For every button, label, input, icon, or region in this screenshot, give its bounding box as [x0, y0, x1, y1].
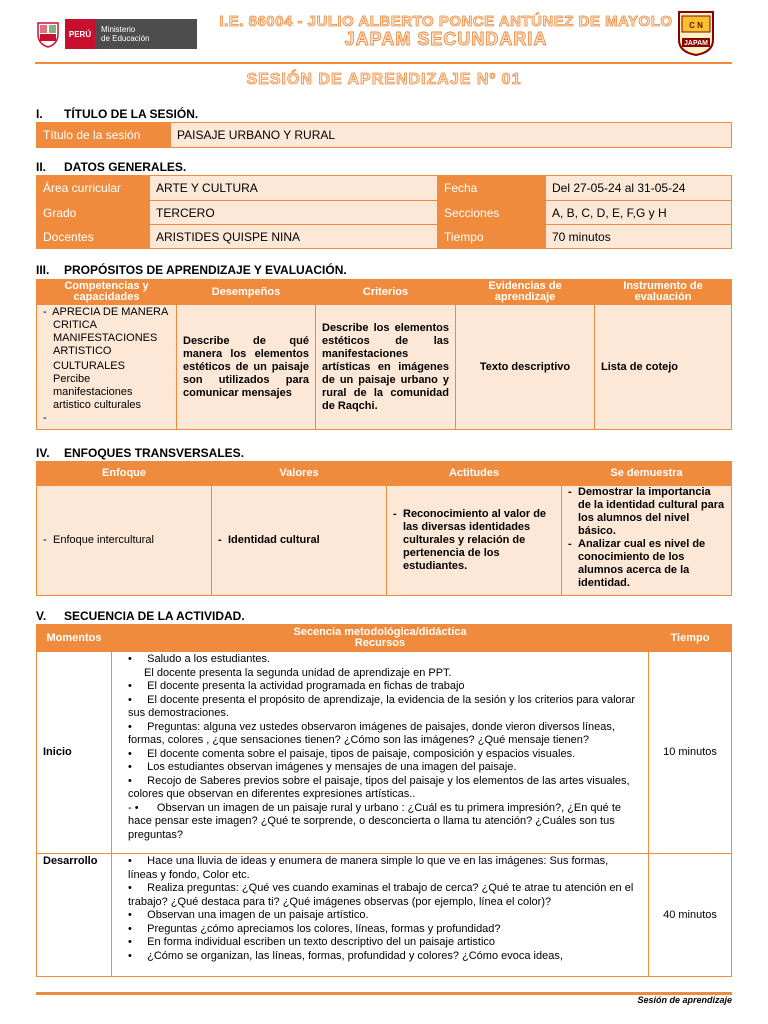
session-title: SESIÓN DE APRENDIZAJE Nº 01 [246, 71, 522, 88]
school-crest-icon [677, 10, 715, 56]
session-title-label: Título de la sesión [37, 123, 171, 148]
purposes-table [36, 279, 732, 430]
desarrollo-step: • Realiza preguntas: ¿Qué ves cuando examinas el trabajo de cerca? ¿Qué te atrae tu atención en el trabajo? ¿Qué destaca para ti? ¿Qué imágenes observas (por ejemplo, línea el color)? [128, 882, 640, 909]
general-data-table [36, 175, 732, 249]
demuestra-item-2: - Analizar cual es nivel de conocimiento de los alumnos acerca de la identidad. [568, 538, 725, 590]
criterios-cell: Describe los elementos estéticos de las manifestaciones artísticas en imágenes de un paisaje urbano y rural de la comunidad de Raqchi. [316, 305, 456, 430]
instrumento-cell: Lista de cotejo [595, 305, 732, 430]
area-label: Área curricular [37, 176, 150, 201]
inicio-step: • Saludo a los estudiantes. [128, 653, 640, 667]
desarrollo-steps [112, 854, 649, 977]
col-evidencias: Evidencias de aprendizaje [456, 280, 595, 305]
actitudes-cell [387, 486, 562, 596]
competencias-cell [37, 305, 177, 430]
teacher-label: Docentes [37, 225, 150, 249]
grade-label: Grado [37, 201, 150, 225]
peru-shield-icon [35, 20, 61, 48]
sequence-table [36, 624, 732, 977]
col-enfoque: Enfoque [37, 462, 212, 486]
col-secuencia: Secencia metodológica/didáctica Recursos [112, 625, 649, 652]
col-criterios: Criterios [316, 280, 456, 305]
transversal-table [36, 461, 732, 596]
inicio-step: • El docente comenta sobre el paisaje, tipos de paisaje, composición y espacios visuales. [128, 748, 640, 762]
sections-value: A, B, C, D, E, F,G y H [546, 201, 732, 225]
competencia-2: CULTURALES [53, 360, 125, 372]
desarrollo-step: • Observan una imagen de un paisaje artístico. [128, 909, 640, 923]
grade-value: TERCERO [150, 201, 438, 225]
peru-label: PERÚ [65, 19, 95, 49]
time-label: Tiempo [438, 225, 546, 249]
desarrollo-step: • En forma individual escriben un texto descriptivo del un paisaje artistico [128, 936, 640, 950]
inicio-step: • Los estudiantes observan imágenes y mensajes de una imagen del paisaje. [128, 761, 640, 775]
area-value: ARTE Y CULTURA [150, 176, 438, 201]
crest-letters: C N [689, 21, 703, 30]
inicio-label: Inicio [37, 652, 112, 854]
inicio-step: • El docente presenta la actividad programada en fichas de trabajo [128, 680, 640, 694]
section5-heading: V. SECUENCIA DE LA ACTIVIDAD. [36, 609, 245, 623]
section2-heading: II. DATOS GENERALES. [36, 160, 187, 174]
col-competencias: Competencias y capacidades [37, 280, 177, 305]
valores-item: - Identidad cultural [218, 534, 380, 547]
inicio-steps [112, 652, 649, 854]
evidencias-cell: Texto descriptivo [456, 305, 595, 430]
competencia-3: Percibe manifestaciones artistico culturales [53, 373, 142, 411]
competencia-4: - [43, 412, 47, 424]
date-label: Fecha [438, 176, 546, 201]
inicio-step: - • Observan un imagen de un paisaje rural y urbano : ¿Cuál es tu primera impresión?, ¿En qué te hace pensar este imagen? ¿Qué te sorprende, o desconcierta o llama tu atención? ¿Cuáles son tus preguntas? [128, 801, 622, 841]
desarrollo-step: • ¿Cómo se organizan, las líneas, formas, profundidad y colores? ¿Cómo evoca ideas, [128, 950, 640, 964]
session-title-table [36, 122, 732, 148]
competencia-1: - APRECIA DE MANERA CRITICA MANIFESTACIONES ARTISTICO [43, 306, 168, 357]
inicio-step: • El docente presenta el propósito de aprendizaje, la evidencia de la sesión y los criterios para valorar sus demostraciones. [128, 694, 640, 721]
col-tiempo: Tiempo [649, 625, 732, 652]
footer-divider [36, 992, 732, 995]
ministry-label: Ministerio de Educación [95, 19, 197, 49]
teacher-value: ARISTIDES QUISPE NINA [150, 225, 438, 249]
section3-heading: III. PROPÓSITOS DE APRENDIZAJE Y EVALUACIÓN. [36, 263, 347, 277]
col-momentos: Momentos [37, 625, 112, 652]
desempenos-cell: Describe de qué manera los elementos estéticos de un paisaje son utilizados para comunicar mensajes [177, 305, 316, 430]
desarrollo-label: Desarrollo [37, 854, 112, 977]
demuestra-item-1: - Demostrar la importancia de la identidad cultural para los alumnos del nivel básico. [568, 486, 725, 538]
section1-heading: I. TÍTULO DE LA SESIÓN. [36, 107, 199, 121]
session-title-value: PAISAJE URBANO Y RURAL [171, 123, 732, 148]
header-divider [35, 62, 732, 64]
sections-label: Secciones [438, 201, 546, 225]
inicio-step: • Preguntas: alguna vez ustedes observaron imágenes de paisajes, donde vieron diversos líneas, formas, colores , ¿que sensaciones tienen? ¿Cómo son las imágenes? ¿Qué mensaje tienen? [128, 721, 640, 748]
col-actitudes: Actitudes [387, 462, 562, 486]
inicio-time: 10 minutos [649, 652, 732, 854]
desarrollo-time: 40 minutos [649, 854, 732, 977]
enfoque-item: - Enfoque intercultural [43, 534, 205, 547]
section4-heading: IV. ENFOQUES TRANSVERSALES. [36, 446, 245, 460]
footer-label: Sesión de aprendizaje [637, 995, 732, 1005]
demuestra-cell [562, 486, 732, 596]
valores-cell [212, 486, 387, 596]
col-demuestra: Se demuestra [562, 462, 732, 486]
time-value: 70 minutos [546, 225, 732, 249]
desarrollo-step: • Preguntas ¿cómo apreciamos los colores, líneas, formas y profundidad? [128, 923, 640, 937]
enfoque-cell [37, 486, 212, 596]
actitudes-item: - Reconocimiento al valor de las diversas identidades culturales y relación de pertenencia de los estudiantes. [393, 508, 555, 573]
date-value: Del 27-05-24 al 31-05-24 [546, 176, 732, 201]
inicio-step: El docente presenta la segunda unidad de aprendizaje en PPT. [144, 666, 452, 679]
col-valores: Valores [212, 462, 387, 486]
inicio-step: • Recojo de Saberes previos sobre el paisaje, tipos del paisaje y los elementos de las artes visuales, colores que observan en diferentes expresiones artísticas.. [128, 775, 640, 802]
school-name: I.E. 86004 - JULIO ALBERTO PONCE ANTÚNEZ DE MAYOLO [219, 13, 673, 30]
col-instrumento: Instrumento de evaluación [595, 280, 732, 305]
desarrollo-step: • Hace una lluvia de ideas y enumera de manera simple lo que ve en las imágenes: Sus formas, líneas y fondo, Color etc. [128, 855, 640, 882]
school-subtitle: JAPAM SECUNDARIA [344, 29, 548, 49]
minedu-logo [35, 18, 197, 50]
col-desempenos: Desempeños [177, 280, 316, 305]
crest-text: JAPAM [684, 40, 708, 47]
